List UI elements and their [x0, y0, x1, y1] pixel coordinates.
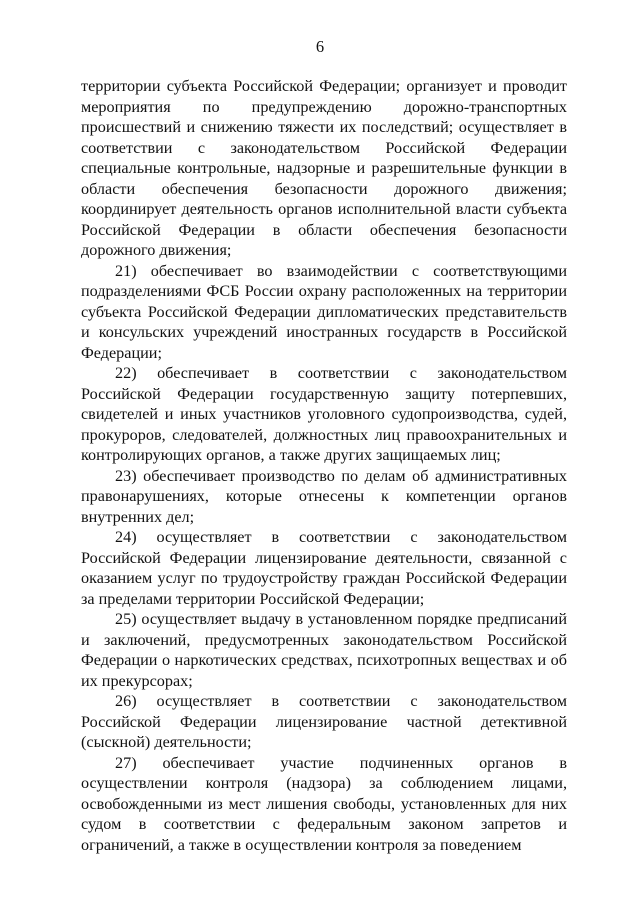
document-body	[81, 76, 567, 855]
paragraph-item-25: 25) осуществляет выдачу в установленном порядке предписаний и заключений, предусмотренных законодательством Российской Федерации о наркотических средствах, психотропных веществах и об их прекурсорах;	[81, 610, 567, 690]
paragraph-item-21: 21) обеспечивает во взаимодействии с соответствующими подразделениями ФСБ России охрану расположенных на территории субъекта Российской Федерации дипломатических представительств и консульских учреждений иностранных государств в Российской Федерации;	[81, 261, 567, 362]
paragraph-item-26: 26) осуществляет в соответствии с законодательством Российской Федерации лицензирование частной детективной (сыскной) деятельности;	[81, 692, 567, 751]
paragraph-item-24: 24) осуществляет в соответствии с законодательством Российской Федерации лицензирование деятельности, связанной с оказанием услуг по трудоустройству граждан Российской Федерации за пределами территории Российской Федерации;	[81, 528, 567, 608]
paragraph-continuation: территории субъекта Российской Федерации; организует и проводит мероприятия по предупреждению дорожно-транспортных происшествий и снижению тяжести их последствий; осуществляет в соответствии с законодательством Российской Федерации специальные контрольные, надзорные и разрешительные функции в области обеспечения безопасности дорожного движения; координирует деятельность органов исполнительной власти субъекта Российской Федерации в области обеспечения безопасности дорожного движения;	[81, 77, 567, 259]
paragraph-item-27: 27) обеспечивает участие подчиненных органов в осуществлении контроля (надзора) за соблюдением лицами, освобожденными из мест лишения свободы, установленных для них судом в соответствии с федеральным законом запретов и ограничений, а также в осуществлении контроля за поведением	[81, 753, 567, 854]
paragraph-item-23: 23) обеспечивает производство по делам об административных правонарушениях, которые отнесены к компетенции органов внутренних дел;	[81, 466, 567, 526]
paragraph-item-22: 22) обеспечивает в соответствии с законодательством Российской Федерации государственную защиту потерпевших, свидетелей и иных участников уголовного судопроизводства, судей, прокуроров, следователей, должностных лиц правоохранительных и контролирующих органов, а также других защищаемых лиц;	[81, 364, 567, 464]
page-number: 6	[315, 37, 325, 56]
